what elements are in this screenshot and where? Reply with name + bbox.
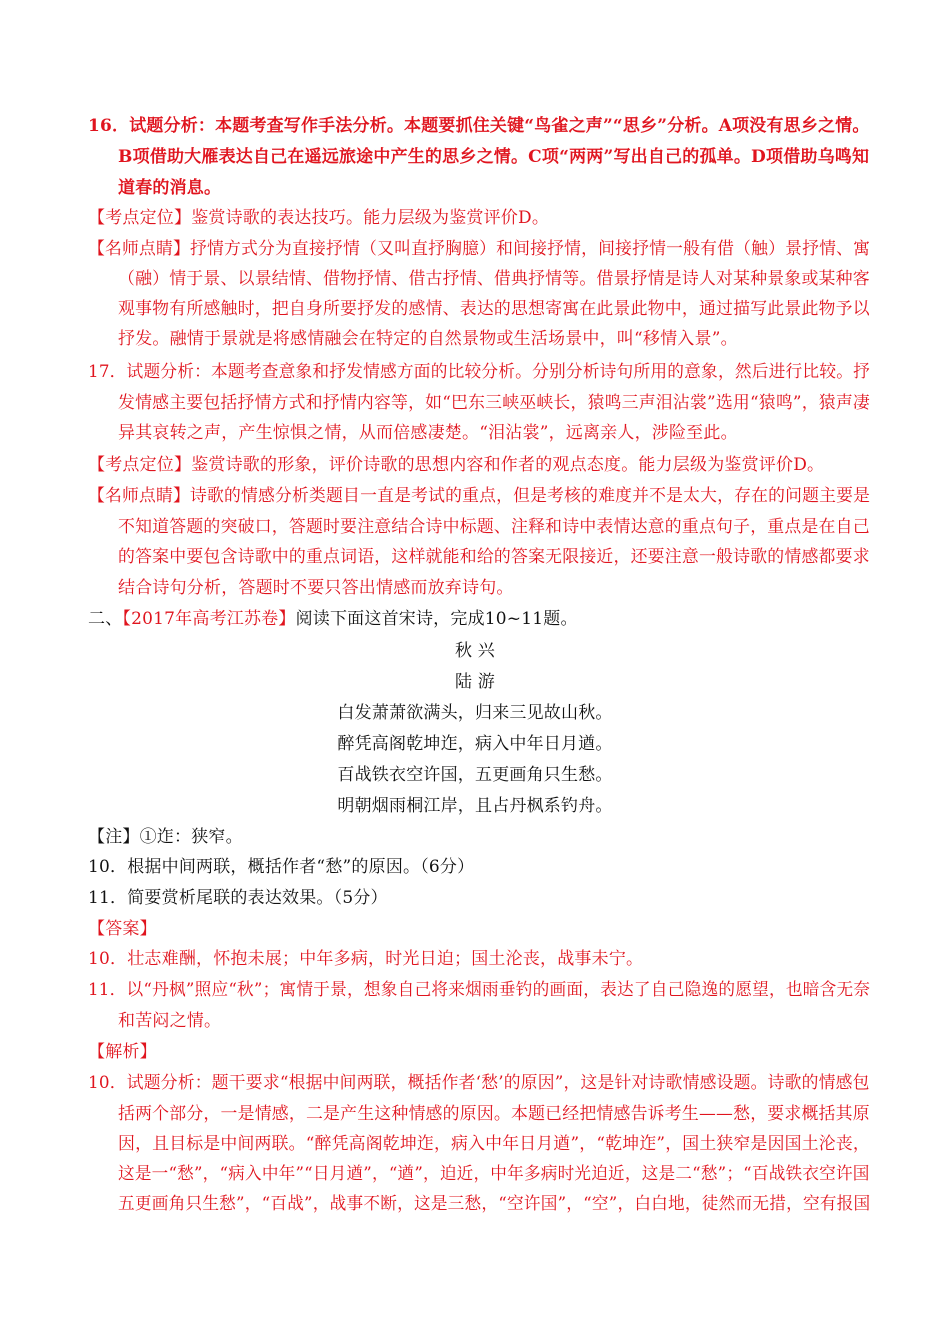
mingshi-1-line-3: 观事物有所感触时，把自身所要抒发的感情、表达的思想寄寓在此景此物中，通过描写此景此物予以 [118,299,870,319]
q17-line-2: 发情感主要包括抒情方式和抒情内容等，如“巴东三峡巫峡长，猿鸣三声泪沾裳”选用“猿鸣”，猿声凄 [118,393,870,413]
answer-11-line-2: 和苦闷之情。 [118,1011,222,1031]
question-11: 11．简要赏析尾联的表达效果。（5分） [88,888,388,908]
q17-line-3: 异其哀转之声，产生惊惧之情，从而倍感凄楚。“泪沾裳”，远离亲人，涉险至此。 [118,423,738,443]
mingshi-2-line-1: 【名师点睛】诗歌的情感分析类题目一直是考试的重点，但是考核的难度并不是太大，存在的问题主要是 [88,486,871,506]
q17-line-1: 17．试题分析：本题考查意象和抒发情感方面的比较分析。分别分析诗句所用的意象，然后进行比较。抒 [88,362,871,382]
poem-line-2: 醉凭高阁乾坤迮，病入中年日月遒。 [337,734,613,754]
kaodian-1 [88,207,549,229]
answer-tag: 【答案】 [88,919,157,939]
mingshi-2-line-3: 的答案中要包含诗歌中的重点词语，这样就能和给的答案无限接近，还要注意一般诗歌的情感都要求 [118,547,870,567]
mingshi-2-tag: 【名师点睛】 [88,486,191,506]
question-10: 10．根据中间两联，概括作者“愁”的原因。（6分） [88,857,475,877]
kaodian-1-text: 鉴赏诗歌的表达技巧。能力层级为鉴赏评价D。 [191,208,550,228]
answer-11-line-1: 11．以“丹枫”照应“秋”；寓情于景，想象自己将来烟雨垂钓的画面，表达了自己隐逸的愿望，也暗含无奈 [88,980,871,1000]
kaodian-2-text: 鉴赏诗歌的形象，评价诗歌的思想内容和作者的观点态度。能力层级为鉴赏评价D。 [191,455,825,475]
mingshi-2-line-4: 结合诗句分析，答题时不要只答出情感而放弃诗句。 [118,578,514,598]
mingshi-1-tag: 【名师点睛】 [88,239,191,259]
mingshi-1-line-2: （融）情于景、以景结情、借物抒情、借古抒情、借典抒情等。借景抒情是诗人对某种景象或某种客 [118,269,870,289]
analysis-10-line-2: 括两个部分，一是情感，二是产生这种情感的原因。本题已经把情感告诉考生——愁，要求概括其原 [118,1104,870,1124]
kaodian-2-tag: 【考点定位】 [88,455,192,475]
section-2-text: 阅读下面这首宋诗，完成10~11题。 [295,609,578,629]
poem-line-4: 明朝烟雨桐江岸，且占丹枫系钓舟。 [337,796,613,816]
kaodian-2 [88,454,824,476]
poem-note: 【注】①迮：狭窄。 [88,827,243,847]
section-2-source: 【2017年高考江苏卷】 [122,609,296,629]
kaodian-1-tag: 【考点定位】 [88,208,192,228]
poem-line-1: 白发萧萧欲满头，归来三见故山秋。 [337,703,613,723]
poem-title: 秋 兴 [454,641,495,661]
answer-10: 10．壮志难酬，怀抱未展；中年多病，时光日迫；国土沦丧，战事未宁。 [88,949,644,969]
section-2-number: 二、 [88,609,123,629]
mingshi-2-line-2: 不知道答题的突破口，答题时要注意结合诗中标题、注释和诗中表情达意的重点句子，重点是在自己 [118,517,870,537]
analysis-10-line-1: 10．试题分析：题干要求“根据中间两联，概括作者‘愁’的原因”，这是针对诗歌情感设题。诗歌的情感包 [88,1073,870,1093]
q16-line-1: 16．试题分析：本题考查写作手法分析。本题要抓住关键“鸟雀之声”“思乡”分析。A项没有思乡之情。 [88,116,870,136]
analysis-tag: 【解析】 [88,1042,157,1062]
analysis-10-line-5: 五更画角只生愁”，“百战”，战事不断，这是三愁，“空许国”，“空”，白白地，徒然而无措，空有报国 [118,1194,871,1214]
poem-author: 陆 游 [454,672,495,692]
q16-line-3: 道春的消息。 [118,178,222,198]
q16-line-2: B项借助大雁表达自己在遥远旅途中产生的思乡之情。C项“两两”写出自己的孤单。D项借助乌鸣知 [118,147,870,167]
section-2-heading [88,608,578,630]
analysis-10-line-3: 因，且目标是中间两联。“醉凭高阁乾坤迮，病入中年日月遒”，“乾坤迮”，国土狭窄是因国土沦丧， [118,1134,870,1154]
mingshi-1-line-1: 【名师点睛】抒情方式分为直接抒情（又叫直抒胸臆）和间接抒情，间接抒情一般有借（触）景抒情、寓 [88,239,871,259]
mingshi-1-line-4: 抒发。融情于景就是将感情融会在特定的自然景物或生活场景中，叫“移情入景”。 [118,329,738,349]
analysis-10-line-4: 这是一“愁”，“病入中年”“日月遒”，“遒”，迫近，中年多病时光迫近，这是二“愁”；“百战铁衣空许国 [118,1164,870,1184]
poem-line-3: 百战铁衣空许国，五更画角只生愁。 [337,765,613,785]
